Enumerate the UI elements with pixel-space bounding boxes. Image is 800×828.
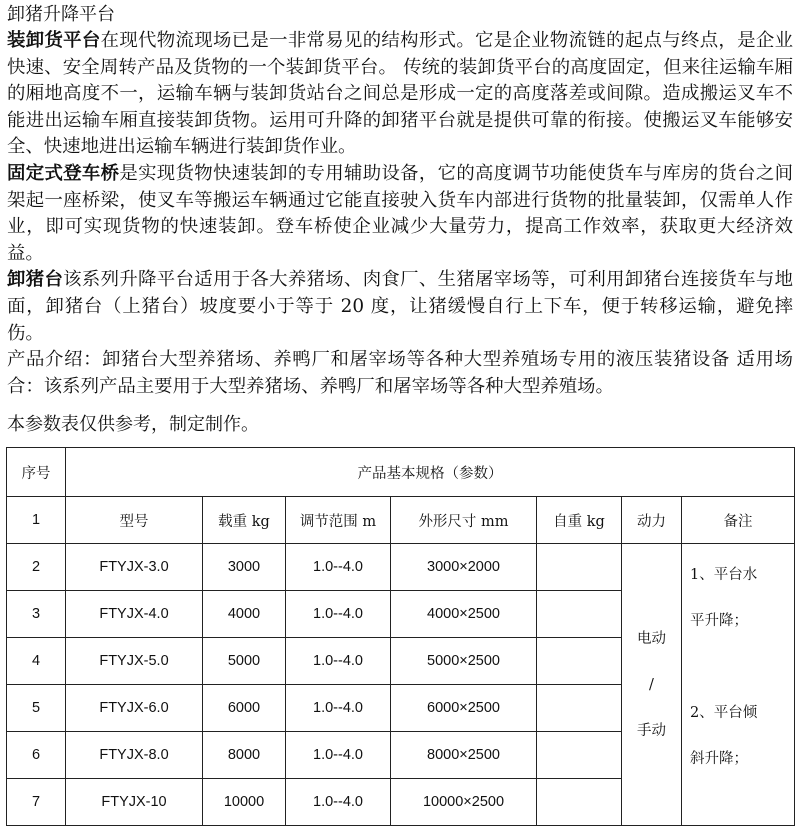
paragraph-product-intro: 产品介绍：卸猪台大型养猪场、养鸭厂和屠宰场等各种大型养殖场专用的液压装猪设备 适用场合：该系列产品主要用于大型养猪场、养鸭厂和屠宰场等各种大型养殖场。: [7, 349, 793, 397]
header-load: 载重 kg: [203, 497, 286, 544]
remark-line: 2、平台倾: [690, 705, 758, 721]
cell-range: 1.0--4.0: [286, 544, 391, 591]
cell-size: 8000×2500: [391, 732, 537, 779]
cell-weight: [537, 732, 622, 779]
row-number: 5: [7, 685, 66, 732]
power-line: 电动: [637, 630, 666, 647]
cell-model: FTYJX-5.0: [66, 638, 203, 685]
table-title-row: [7, 448, 795, 497]
page-title: 卸猪升降平台: [7, 4, 115, 25]
header-model: 型号: [66, 497, 203, 544]
cell-size: 5000×2500: [391, 638, 537, 685]
cell-range: 1.0--4.0: [286, 685, 391, 732]
cell-range: 1.0--4.0: [286, 638, 391, 685]
paragraph-pig-platform: [7, 267, 793, 347]
term-loading-platform: 装卸货平台: [7, 30, 101, 51]
header-weight: 自重 kg: [537, 497, 622, 544]
paragraph-text: 该系列升降平台适用于各大养猪场、肉食厂、生猪屠宰场等，可利用卸猪台连接货车与地面，卸猪台（上猪台）坡度要小于等于 20 度，让猪缓慢自行上下车，便于转移运输，避免摔伤。: [7, 269, 793, 344]
cell-load: 8000: [203, 732, 286, 779]
seq-header: 序号: [7, 448, 66, 497]
column-header-row: [7, 497, 795, 544]
row-number: 4: [7, 638, 66, 685]
row-number: 3: [7, 591, 66, 638]
row-number: 2: [7, 544, 66, 591]
power-line: 手动: [637, 722, 666, 739]
paragraph-loading-platform: [7, 28, 793, 161]
cell-weight: [537, 779, 622, 826]
term-pig-platform: 卸猪台: [7, 269, 64, 291]
header-size: 外形尺寸 mm: [391, 497, 537, 544]
spec-header: 产品基本规格（参数）: [66, 448, 795, 497]
cell-weight: [537, 544, 622, 591]
header-remark: 备注: [682, 497, 795, 544]
cell-weight: [537, 591, 622, 638]
cell-model: FTYJX-8.0: [66, 732, 203, 779]
remark-line: 平升降；: [690, 613, 748, 629]
row-number: 6: [7, 732, 66, 779]
cell-size: 3000×2000: [391, 544, 537, 591]
header-power: 动力: [622, 497, 682, 544]
table-row: [7, 544, 795, 591]
reference-note: 本参数表仅供参考，制定制作。: [7, 414, 259, 435]
cell-load: 6000: [203, 685, 286, 732]
remark-line: 1、平台水: [690, 567, 758, 583]
header-range: 调节范围 m: [286, 497, 391, 544]
cell-size: 10000×2500: [391, 779, 537, 826]
spec-table: [6, 447, 795, 826]
cell-load: 5000: [203, 638, 286, 685]
cell-model: FTYJX-4.0: [66, 591, 203, 638]
header-index: 1: [7, 497, 66, 544]
paragraph-text: 是实现货物快速装卸的专用辅助设备，它的高度调节功能使货车与库房的货台之间架起一座桥梁，使叉车等搬运车辆通过它能直接驶入货车内部进行货物的批量装卸，仅需单人作业，即可实现货物的快速装卸。登车桥使企业减少大量劳力，提高工作效率，获取更大经济效益。: [7, 162, 793, 264]
cell-load: 4000: [203, 591, 286, 638]
term-dock-leveler: 固定式登车桥: [7, 162, 120, 184]
cell-load: 10000: [203, 779, 286, 826]
cell-range: 1.0--4.0: [286, 779, 391, 826]
remark-line: [690, 644, 794, 690]
paragraph-dock-leveler: [7, 161, 793, 267]
cell-model: FTYJX-6.0: [66, 685, 203, 732]
paragraph-text: 在现代物流现场已是一非常易见的结构形式。它是企业物流链的起点与终点，是企业快速、安全周转产品及货物的一个装卸货平台。 传统的装卸货平台的高度固定，但来往运输车厢的厢地高度不一，运输车辆与装卸货站台之间总是形成一定的高度落差或间隙。造成搬运叉车不能进出运输车厢直接装卸货物。运用可升降的卸猪平台就是提供可靠的衔接。使搬运叉车能够安全、快速地进出运输车辆进行装卸货作业。: [7, 30, 793, 158]
cell-weight: [537, 638, 622, 685]
cell-size: 4000×2500: [391, 591, 537, 638]
cell-size: 6000×2500: [391, 685, 537, 732]
cell-weight: [537, 685, 622, 732]
remark-cell: [682, 544, 795, 826]
cell-model: FTYJX-10: [66, 779, 203, 826]
row-number: 7: [7, 779, 66, 826]
cell-range: 1.0--4.0: [286, 591, 391, 638]
cell-model: FTYJX-3.0: [66, 544, 203, 591]
power-cell: [622, 544, 682, 826]
remark-line: 斜升降；: [690, 751, 748, 767]
cell-load: 3000: [203, 544, 286, 591]
body-text: [7, 28, 793, 400]
power-line: /: [649, 676, 654, 693]
cell-range: 1.0--4.0: [286, 732, 391, 779]
